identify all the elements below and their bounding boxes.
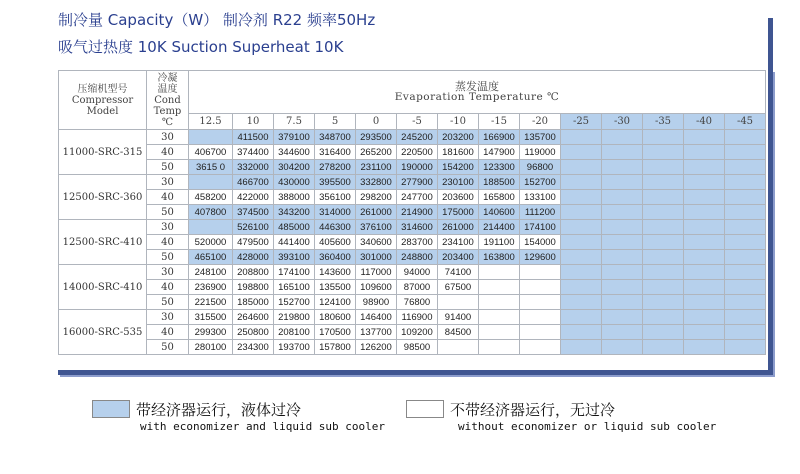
capacity-cell <box>602 295 643 310</box>
capacity-cell: 109200 <box>397 325 438 340</box>
capacity-cell <box>684 265 725 280</box>
capacity-cell: 374500 <box>233 205 274 220</box>
capacity-cell: 119000 <box>520 145 561 160</box>
capacity-cell: 280100 <box>189 340 233 355</box>
table-row <box>59 310 766 325</box>
capacity-cell: 407800 <box>189 205 233 220</box>
capacity-cell <box>684 310 725 325</box>
capacity-cell <box>643 175 684 190</box>
capacity-cell: 74100 <box>438 265 479 280</box>
capacity-cell: 422000 <box>233 190 274 205</box>
capacity-cell <box>602 175 643 190</box>
capacity-cell: 94000 <box>397 265 438 280</box>
capacity-cell <box>561 250 602 265</box>
capacity-cell: 203200 <box>438 130 479 145</box>
table-row <box>59 340 766 355</box>
capacity-cell <box>602 220 643 235</box>
capacity-cell: 277900 <box>397 175 438 190</box>
evap-temp-col-header: -25 <box>561 114 602 130</box>
capacity-cell <box>684 280 725 295</box>
capacity-cell <box>561 145 602 160</box>
capacity-cell: 165100 <box>274 280 315 295</box>
capacity-cell: 374400 <box>233 145 274 160</box>
capacity-cell: 109600 <box>356 280 397 295</box>
capacity-cell: 91400 <box>438 310 479 325</box>
model-name: 12500-SRC-360 <box>59 175 147 220</box>
capacity-cell: 220500 <box>397 145 438 160</box>
capacity-cell <box>561 190 602 205</box>
cond-temp-cell: 30 <box>147 175 189 190</box>
capacity-cell <box>520 310 561 325</box>
capacity-cell <box>561 280 602 295</box>
capacity-cell: 174100 <box>274 265 315 280</box>
capacity-cell: 166900 <box>479 130 520 145</box>
capacity-cell <box>643 145 684 160</box>
evap-temp-col-header: -35 <box>643 114 684 130</box>
capacity-cell: 261000 <box>438 220 479 235</box>
capacity-cell: 405600 <box>315 235 356 250</box>
evap-temp-header <box>189 71 766 114</box>
evap-temp-col-header: -20 <box>520 114 561 130</box>
capacity-cell <box>561 235 602 250</box>
evap-temp-col-header: 12.5 <box>189 114 233 130</box>
cond-temp-cell: 40 <box>147 325 189 340</box>
capacity-cell: 163800 <box>479 250 520 265</box>
capacity-cell <box>643 160 684 175</box>
capacity-table <box>58 70 766 355</box>
evap-temp-col-header: 10 <box>233 114 274 130</box>
capacity-cell <box>684 250 725 265</box>
cond-temp-cell: 40 <box>147 235 189 250</box>
model-name: 14000-SRC-410 <box>59 265 147 310</box>
capacity-cell: 428000 <box>233 250 274 265</box>
capacity-cell <box>725 175 766 190</box>
capacity-cell: 67500 <box>438 280 479 295</box>
capacity-cell <box>643 340 684 355</box>
capacity-cell: 278200 <box>315 160 356 175</box>
capacity-cell <box>561 265 602 280</box>
capacity-cell <box>602 325 643 340</box>
cond-temp-cell: 40 <box>147 190 189 205</box>
capacity-cell <box>643 250 684 265</box>
capacity-cell <box>725 295 766 310</box>
table-row <box>59 205 766 220</box>
capacity-cell: 76800 <box>397 295 438 310</box>
cond-temp-cell: 50 <box>147 205 189 220</box>
evap-temp-col-header: -45 <box>725 114 766 130</box>
capacity-cell: 135500 <box>315 280 356 295</box>
capacity-cell: 245200 <box>397 130 438 145</box>
capacity-cell: 152700 <box>274 295 315 310</box>
capacity-cell: 485000 <box>274 220 315 235</box>
capacity-cell <box>684 340 725 355</box>
capacity-cell: 154200 <box>438 160 479 175</box>
table-row <box>59 280 766 295</box>
capacity-cell <box>561 220 602 235</box>
capacity-cell <box>643 280 684 295</box>
capacity-cell: 343200 <box>274 205 315 220</box>
capacity-cell: 198800 <box>233 280 274 295</box>
table-row <box>59 295 766 310</box>
capacity-cell: 87000 <box>397 280 438 295</box>
capacity-cell: 124100 <box>315 295 356 310</box>
capacity-cell: 247700 <box>397 190 438 205</box>
capacity-cell: 230100 <box>438 175 479 190</box>
capacity-cell: 221500 <box>189 295 233 310</box>
capacity-cell: 137700 <box>356 325 397 340</box>
capacity-cell <box>520 340 561 355</box>
capacity-cell: 314600 <box>397 220 438 235</box>
model-name: 11000-SRC-315 <box>59 130 147 175</box>
capacity-cell <box>643 325 684 340</box>
capacity-cell <box>684 295 725 310</box>
capacity-cell: 219800 <box>274 310 315 325</box>
capacity-cell: 332000 <box>233 160 274 175</box>
capacity-cell <box>684 175 725 190</box>
capacity-cell: 180600 <box>315 310 356 325</box>
capacity-cell <box>725 145 766 160</box>
capacity-cell: 126200 <box>356 340 397 355</box>
capacity-cell: 520000 <box>189 235 233 250</box>
table-row <box>59 160 766 175</box>
capacity-cell <box>602 310 643 325</box>
capacity-cell: 185000 <box>233 295 274 310</box>
capacity-cell: 248800 <box>397 250 438 265</box>
capacity-cell: 356100 <box>315 190 356 205</box>
table-row <box>59 145 766 160</box>
capacity-cell <box>602 145 643 160</box>
capacity-cell <box>725 205 766 220</box>
capacity-cell: 344600 <box>274 145 315 160</box>
capacity-cell <box>479 310 520 325</box>
capacity-cell <box>561 205 602 220</box>
capacity-cell <box>643 295 684 310</box>
evap-temp-col-header: 5 <box>315 114 356 130</box>
capacity-cell <box>643 220 684 235</box>
capacity-cell: 298200 <box>356 190 397 205</box>
capacity-cell <box>520 265 561 280</box>
legend-swatch-blue <box>92 400 130 418</box>
evap-temp-col-header: -15 <box>479 114 520 130</box>
capacity-cell <box>725 340 766 355</box>
capacity-cell <box>479 340 520 355</box>
capacity-cell: 283700 <box>397 235 438 250</box>
capacity-cell: 304200 <box>274 160 315 175</box>
capacity-cell: 526100 <box>233 220 274 235</box>
capacity-cell: 165800 <box>479 190 520 205</box>
capacity-cell: 236900 <box>189 280 233 295</box>
table-row <box>59 250 766 265</box>
capacity-cell: 340600 <box>356 235 397 250</box>
capacity-cell: 376100 <box>356 220 397 235</box>
table-frame <box>58 70 773 375</box>
capacity-cell <box>684 205 725 220</box>
table-row <box>59 235 766 250</box>
capacity-cell <box>479 265 520 280</box>
capacity-cell: 135700 <box>520 130 561 145</box>
title-line-2: 吸气过热度 10K Suction Superheat 10K <box>58 38 344 56</box>
capacity-cell <box>602 265 643 280</box>
capacity-cell: 98500 <box>397 340 438 355</box>
model-name: 16000-SRC-535 <box>59 310 147 355</box>
cond-temp-cell: 50 <box>147 295 189 310</box>
capacity-cell: 360400 <box>315 250 356 265</box>
capacity-cell: 265200 <box>356 145 397 160</box>
capacity-cell <box>520 280 561 295</box>
evap-temp-col-header: 0 <box>356 114 397 130</box>
capacity-cell <box>725 220 766 235</box>
cond-temp-cell: 50 <box>147 160 189 175</box>
model-header: 压缩机型号 Compressor Model <box>59 71 147 130</box>
capacity-cell <box>438 340 479 355</box>
capacity-cell <box>602 160 643 175</box>
capacity-cell <box>643 130 684 145</box>
capacity-cell: 147900 <box>479 145 520 160</box>
capacity-cell: 430000 <box>274 175 315 190</box>
capacity-cell: 264600 <box>233 310 274 325</box>
capacity-cell <box>561 130 602 145</box>
cond-temp-cell: 30 <box>147 265 189 280</box>
table-row <box>59 325 766 340</box>
capacity-cell: 117000 <box>356 265 397 280</box>
table-row <box>59 190 766 205</box>
table-row <box>59 265 766 280</box>
capacity-cell: 203600 <box>438 190 479 205</box>
evap-temp-col-header: 7.5 <box>274 114 315 130</box>
capacity-cell: 174100 <box>520 220 561 235</box>
capacity-cell <box>602 250 643 265</box>
evap-temp-col-header: -5 <box>397 114 438 130</box>
capacity-cell: 170500 <box>315 325 356 340</box>
capacity-cell <box>189 175 233 190</box>
table-row <box>59 130 766 145</box>
legend-swatch-white <box>406 400 444 418</box>
capacity-cell <box>189 220 233 235</box>
capacity-cell: 116900 <box>397 310 438 325</box>
capacity-cell: 123300 <box>479 160 520 175</box>
cond-temp-cell: 30 <box>147 310 189 325</box>
capacity-cell: 332800 <box>356 175 397 190</box>
capacity-cell: 293500 <box>356 130 397 145</box>
capacity-cell: 393100 <box>274 250 315 265</box>
capacity-cell: 152700 <box>520 175 561 190</box>
capacity-cell: 175000 <box>438 205 479 220</box>
capacity-cell <box>684 160 725 175</box>
evap-temp-col-header: -10 <box>438 114 479 130</box>
capacity-cell: 314000 <box>315 205 356 220</box>
capacity-cell: 143600 <box>315 265 356 280</box>
capacity-cell <box>602 205 643 220</box>
capacity-cell <box>479 325 520 340</box>
evap-temp-header-en: Evaporation Temperature ℃ <box>394 91 560 103</box>
capacity-cell: 446300 <box>315 220 356 235</box>
capacity-cell: 248100 <box>189 265 233 280</box>
capacity-cell: 133100 <box>520 190 561 205</box>
capacity-cell <box>479 280 520 295</box>
table-row <box>59 175 766 190</box>
legend-with-en: with economizer and liquid sub cooler <box>140 420 386 433</box>
cond-temp-cell: 30 <box>147 220 189 235</box>
capacity-cell: 301000 <box>356 250 397 265</box>
evap-temp-header-cn: 蒸发温度 <box>455 80 499 93</box>
cond-temp-cell: 50 <box>147 250 189 265</box>
capacity-cell: 231100 <box>356 160 397 175</box>
legend-without-cn: 不带经济器运行，无过冷 <box>450 401 616 419</box>
capacity-cell <box>602 130 643 145</box>
capacity-cell: 208800 <box>233 265 274 280</box>
capacity-cell: 111200 <box>520 205 561 220</box>
capacity-cell <box>684 130 725 145</box>
capacity-cell <box>602 235 643 250</box>
capacity-cell: 316400 <box>315 145 356 160</box>
capacity-cell: 154000 <box>520 235 561 250</box>
capacity-cell <box>725 325 766 340</box>
capacity-cell: 129600 <box>520 250 561 265</box>
capacity-cell <box>602 340 643 355</box>
capacity-cell <box>684 325 725 340</box>
capacity-cell: 299300 <box>189 325 233 340</box>
capacity-cell <box>684 145 725 160</box>
capacity-cell: 146400 <box>356 310 397 325</box>
capacity-cell <box>684 235 725 250</box>
capacity-cell: 203400 <box>438 250 479 265</box>
capacity-cell <box>561 160 602 175</box>
capacity-cell <box>189 130 233 145</box>
capacity-cell: 191100 <box>479 235 520 250</box>
capacity-cell: 411500 <box>233 130 274 145</box>
capacity-cell <box>438 295 479 310</box>
capacity-cell <box>561 295 602 310</box>
capacity-cell <box>725 190 766 205</box>
capacity-cell: 188500 <box>479 175 520 190</box>
capacity-cell <box>643 265 684 280</box>
capacity-cell: 379100 <box>274 130 315 145</box>
capacity-cell <box>643 190 684 205</box>
capacity-cell: 214900 <box>397 205 438 220</box>
capacity-cell: 465100 <box>189 250 233 265</box>
capacity-cell <box>520 295 561 310</box>
model-name: 12500-SRC-410 <box>59 220 147 265</box>
capacity-cell: 388000 <box>274 190 315 205</box>
evap-temp-col-header: -40 <box>684 114 725 130</box>
capacity-cell: 140600 <box>479 205 520 220</box>
capacity-cell <box>684 190 725 205</box>
capacity-cell <box>561 310 602 325</box>
capacity-cell: 441400 <box>274 235 315 250</box>
capacity-cell: 3615 0 <box>189 160 233 175</box>
capacity-cell <box>725 265 766 280</box>
legend-with-cn: 带经济器运行，液体过冷 <box>136 401 302 419</box>
capacity-cell: 193700 <box>274 340 315 355</box>
capacity-cell: 250800 <box>233 325 274 340</box>
capacity-cell <box>725 310 766 325</box>
capacity-cell <box>561 340 602 355</box>
cond-temp-cell: 30 <box>147 130 189 145</box>
cond-temp-header: 冷凝 温度 Cond Temp ℃ <box>147 71 189 130</box>
capacity-cell: 190000 <box>397 160 438 175</box>
capacity-cell <box>561 325 602 340</box>
evap-temp-col-header: -30 <box>602 114 643 130</box>
capacity-cell: 406700 <box>189 145 233 160</box>
capacity-cell <box>725 250 766 265</box>
capacity-cell: 96800 <box>520 160 561 175</box>
capacity-cell: 234100 <box>438 235 479 250</box>
capacity-cell: 315500 <box>189 310 233 325</box>
capacity-cell <box>479 295 520 310</box>
capacity-cell <box>602 190 643 205</box>
capacity-cell: 395500 <box>315 175 356 190</box>
capacity-cell <box>520 325 561 340</box>
capacity-cell: 181600 <box>438 145 479 160</box>
capacity-cell <box>725 130 766 145</box>
capacity-cell <box>602 280 643 295</box>
capacity-cell: 157800 <box>315 340 356 355</box>
legend-without-en: without economizer or liquid sub cooler <box>458 420 717 433</box>
title-line-1: 制冷量 Capacity（W） 制冷剂 R22 频率50Hz <box>58 11 376 29</box>
capacity-cell <box>643 310 684 325</box>
capacity-cell: 84500 <box>438 325 479 340</box>
capacity-cell <box>725 235 766 250</box>
cond-temp-cell: 40 <box>147 145 189 160</box>
capacity-cell <box>725 280 766 295</box>
capacity-cell: 261000 <box>356 205 397 220</box>
capacity-cell: 348700 <box>315 130 356 145</box>
capacity-cell: 466700 <box>233 175 274 190</box>
capacity-cell: 458200 <box>189 190 233 205</box>
cond-temp-cell: 40 <box>147 280 189 295</box>
capacity-cell <box>643 205 684 220</box>
capacity-cell <box>684 220 725 235</box>
capacity-cell <box>725 160 766 175</box>
table-row <box>59 220 766 235</box>
capacity-cell: 214400 <box>479 220 520 235</box>
cond-temp-cell: 50 <box>147 340 189 355</box>
capacity-cell: 208100 <box>274 325 315 340</box>
capacity-cell: 234300 <box>233 340 274 355</box>
capacity-cell <box>643 235 684 250</box>
capacity-cell <box>561 175 602 190</box>
capacity-cell: 98900 <box>356 295 397 310</box>
capacity-cell: 479500 <box>233 235 274 250</box>
